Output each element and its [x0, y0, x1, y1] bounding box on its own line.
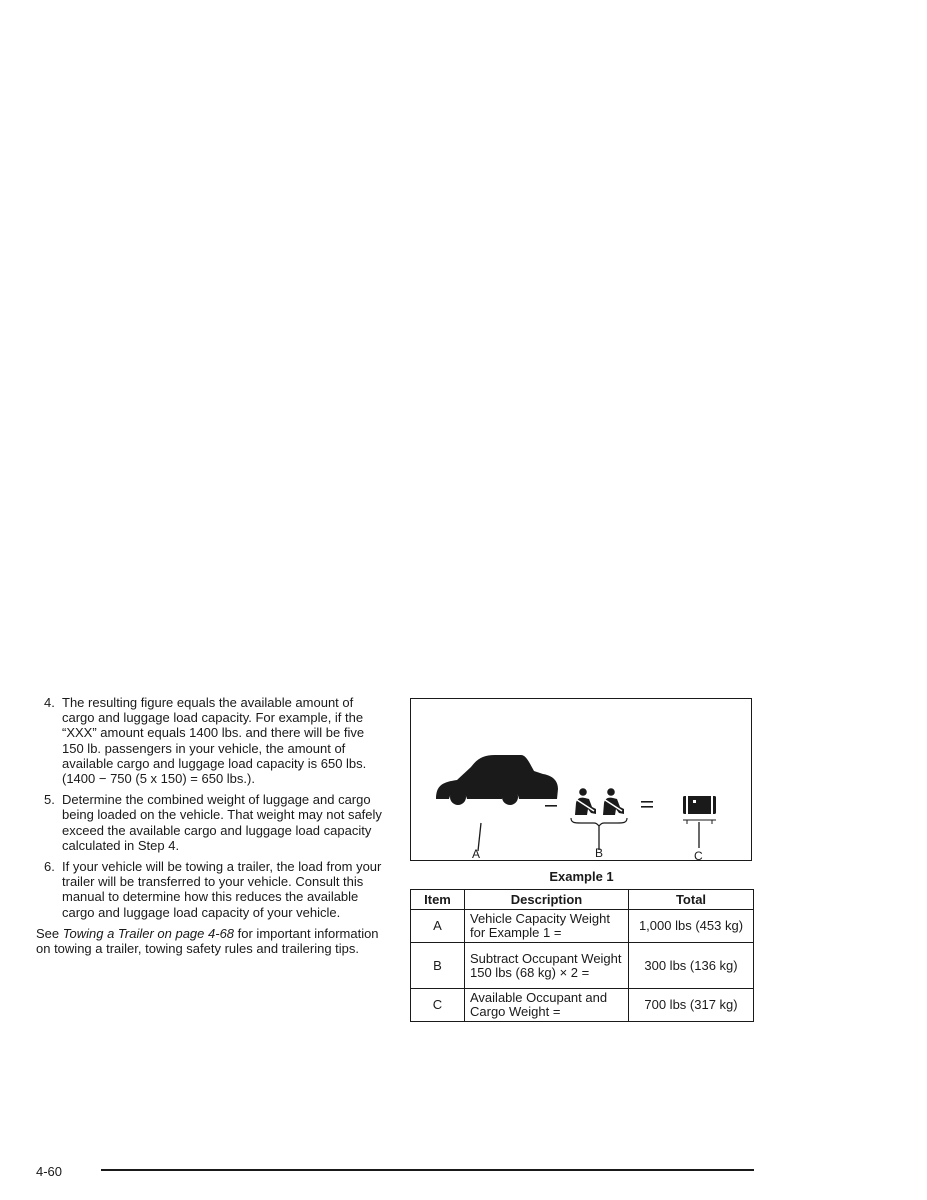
cell-item: B [411, 943, 465, 989]
cell-total: 700 lbs (317 kg) [629, 989, 754, 1022]
occupant-icon [574, 788, 596, 815]
cell-item: A [411, 910, 465, 943]
see-suffix: for important information on towing a trailer, towing safety rules and trailering tips. [36, 925, 379, 957]
see-prefix: See [36, 925, 63, 941]
table-row [411, 989, 754, 1022]
footer-rule [101, 1169, 754, 1171]
equals-sign-icon [641, 801, 653, 808]
header-total: Total [629, 890, 754, 910]
label-a: A [472, 847, 481, 861]
step-5 [36, 792, 386, 853]
cell-description: Subtract Occupant Weight 150 lbs (68 kg) × 2 = [465, 943, 629, 989]
step-number: 6. [44, 859, 55, 875]
header-description: Description [465, 890, 629, 910]
step-4 [36, 695, 386, 786]
figure-drawing [411, 699, 753, 862]
occupant-icon [602, 788, 624, 815]
header-item: Item [411, 890, 465, 910]
cell-description: Vehicle Capacity Weight for Example 1 = [465, 910, 629, 943]
vehicle-icon [436, 755, 558, 805]
step-text: If your vehicle will be towing a trailer, the load from your trailer will be transferred to your vehicle. Consult this manual to determine how this reduces the available cargo and luggage load capacity of your vehicle. [62, 859, 382, 920]
load-capacity-figure [410, 698, 752, 861]
see-also-paragraph [36, 926, 386, 956]
label-b: B [595, 846, 604, 860]
table-row [411, 943, 754, 989]
minus-sign-icon [545, 805, 557, 807]
step-number: 5. [44, 792, 55, 808]
figure-caption: Example 1 [549, 869, 614, 884]
step-number: 4. [44, 695, 55, 710]
grouping-brace [571, 818, 627, 826]
cell-item: C [411, 989, 465, 1022]
table-row [411, 910, 754, 943]
table-header-row [411, 890, 754, 910]
page-number: 4-60 [36, 1164, 63, 1179]
example-table [410, 889, 754, 1022]
cell-total: 1,000 lbs (453 kg) [629, 910, 754, 943]
cell-description: Available Occupant and Cargo Weight = [465, 989, 629, 1022]
instructions-column [36, 695, 386, 956]
label-c: C [694, 849, 703, 863]
cell-total: 300 lbs (136 kg) [629, 943, 754, 989]
cargo-case-icon [683, 796, 716, 824]
step-text: The resulting figure equals the available amount of cargo and luggage load capacity. For example, if the “XXX” amount equals 1400 lbs. and there will be five 150 lb. passengers in your vehicle, the amount of available cargo and luggage load capacity is 650 lbs. (1400 − 750 (5 x 150) = 650 lbs.). [62, 695, 367, 787]
step-text: Determine the combined weight of luggage and cargo being loaded on the vehicle. That weight may not safely exceed the available cargo and luggage load capacity calculated in Step 4. [62, 792, 382, 853]
step-6 [36, 859, 386, 920]
towing-trailer-reference[interactable]: Towing a Trailer on page 4-68 [62, 925, 235, 941]
